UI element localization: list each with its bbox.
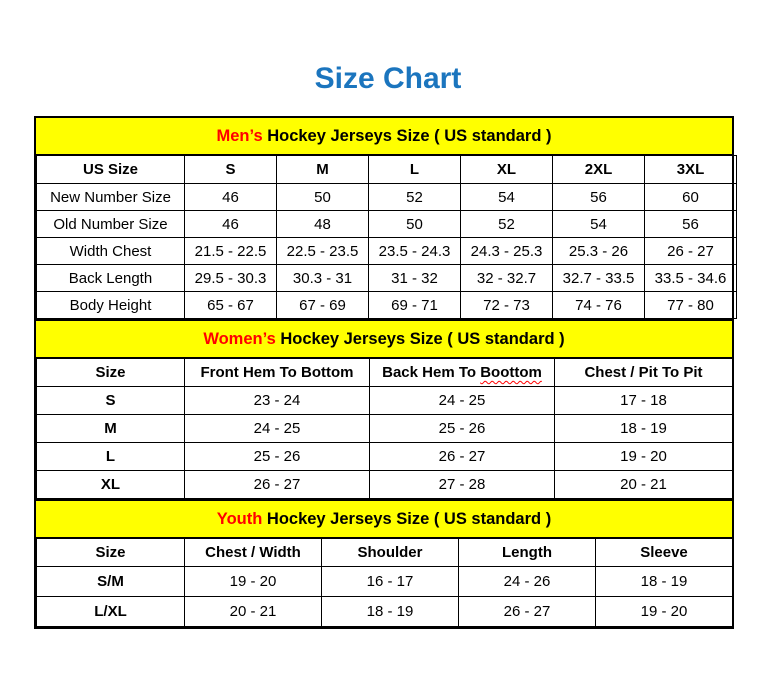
table-row <box>37 292 737 319</box>
table-row <box>37 415 733 443</box>
cell-value: 25 - 26 <box>185 443 370 471</box>
cell-value: 69 - 71 <box>369 292 461 319</box>
section-band-rest-youth: Hockey Jerseys Size ( US standard ) <box>262 510 552 528</box>
column-header: 3XL <box>645 156 737 184</box>
cell-value: 18 - 19 <box>596 567 733 597</box>
table-row <box>37 238 737 265</box>
column-header: Shoulder <box>322 539 459 567</box>
table-row <box>37 597 733 627</box>
cell-value: 26 - 27 <box>459 597 596 627</box>
table-row <box>37 265 737 292</box>
cell-value: 26 - 27 <box>185 471 370 499</box>
row-label: New Number Size <box>37 184 185 211</box>
cell-value: 19 - 20 <box>185 567 322 597</box>
cell-value: 30.3 - 31 <box>277 265 369 292</box>
column-header: L <box>369 156 461 184</box>
cell-value: 20 - 21 <box>555 471 733 499</box>
womens-header-row <box>37 359 733 387</box>
row-label: M <box>37 415 185 443</box>
table-row <box>37 184 737 211</box>
cell-value: 33.5 - 34.6 <box>645 265 737 292</box>
section-band-accent-womens: Women’s <box>203 330 276 348</box>
cell-value: 24 - 26 <box>459 567 596 597</box>
cell-value: 31 - 32 <box>369 265 461 292</box>
cell-value: 19 - 20 <box>596 597 733 627</box>
cell-value: 65 - 67 <box>185 292 277 319</box>
cell-value: 56 <box>553 184 645 211</box>
cell-value: 25 - 26 <box>370 415 555 443</box>
cell-value: 60 <box>645 184 737 211</box>
cell-value: 16 - 17 <box>322 567 459 597</box>
cell-value: 48 <box>277 211 369 238</box>
row-label: Back Length <box>37 265 185 292</box>
cell-value: 32.7 - 33.5 <box>553 265 645 292</box>
table-row <box>37 387 733 415</box>
cell-value: 18 - 19 <box>555 415 733 443</box>
row-label: Width Chest <box>37 238 185 265</box>
row-label: L/XL <box>37 597 185 627</box>
section-band-accent-youth: Youth <box>216 510 263 528</box>
column-header: Chest / Width <box>185 539 322 567</box>
cell-value: 27 - 28 <box>370 471 555 499</box>
cell-value: 46 <box>185 184 277 211</box>
cell-value: 17 - 18 <box>555 387 733 415</box>
column-header: Back Hem To Boottom <box>370 359 555 387</box>
column-header: Front Hem To Bottom <box>185 359 370 387</box>
section-band-womens <box>36 319 732 358</box>
section-band-rest-womens: Hockey Jerseys Size ( US standard ) <box>275 330 565 348</box>
size-chart-table-group <box>34 116 734 629</box>
cell-value: 19 - 20 <box>555 443 733 471</box>
column-header: Size <box>37 539 185 567</box>
row-label: Old Number Size <box>37 211 185 238</box>
cell-value: 54 <box>461 184 553 211</box>
cell-value: 77 - 80 <box>645 292 737 319</box>
cell-value: 24 - 25 <box>185 415 370 443</box>
table-row <box>37 443 733 471</box>
womens-size-table <box>36 358 733 499</box>
cell-value: 21.5 - 22.5 <box>185 238 277 265</box>
cell-value: 24 - 25 <box>370 387 555 415</box>
youth-header-row <box>37 539 733 567</box>
column-header: Sleeve <box>596 539 733 567</box>
cell-value: 50 <box>369 211 461 238</box>
mens-header-row <box>37 156 737 184</box>
section-band-mens <box>36 118 732 155</box>
row-label: L <box>37 443 185 471</box>
cell-value: 56 <box>645 211 737 238</box>
misspelled-word-underline: Boottom <box>480 364 542 381</box>
cell-value: 52 <box>461 211 553 238</box>
mens-size-table <box>36 155 737 319</box>
column-header: Length <box>459 539 596 567</box>
page-title: Size Chart <box>314 62 462 95</box>
cell-value: 18 - 19 <box>322 597 459 627</box>
column-header: US Size <box>37 156 185 184</box>
table-row <box>37 211 737 238</box>
cell-value: 26 - 27 <box>370 443 555 471</box>
column-header: S <box>185 156 277 184</box>
cell-value: 74 - 76 <box>553 292 645 319</box>
table-row <box>37 567 733 597</box>
cell-value: 32 - 32.7 <box>461 265 553 292</box>
column-header: XL <box>461 156 553 184</box>
section-band-youth <box>36 499 732 538</box>
cell-value: 50 <box>277 184 369 211</box>
cell-value: 29.5 - 30.3 <box>185 265 277 292</box>
cell-value: 26 - 27 <box>645 238 737 265</box>
cell-value: 72 - 73 <box>461 292 553 319</box>
cell-value: 24.3 - 25.3 <box>461 238 553 265</box>
cell-value: 20 - 21 <box>185 597 322 627</box>
cell-value: 52 <box>369 184 461 211</box>
row-label: XL <box>37 471 185 499</box>
row-label: S/M <box>37 567 185 597</box>
section-band-accent-mens: Men’s <box>216 127 263 145</box>
table-row <box>37 471 733 499</box>
column-header: M <box>277 156 369 184</box>
column-header: 2XL <box>553 156 645 184</box>
row-label: S <box>37 387 185 415</box>
column-header: Size <box>37 359 185 387</box>
section-band-rest-mens: Hockey Jerseys Size ( US standard ) <box>262 127 552 145</box>
cell-value: 25.3 - 26 <box>553 238 645 265</box>
youth-size-table <box>36 538 733 627</box>
cell-value: 23 - 24 <box>185 387 370 415</box>
cell-value: 23.5 - 24.3 <box>369 238 461 265</box>
cell-value: 54 <box>553 211 645 238</box>
cell-value: 67 - 69 <box>277 292 369 319</box>
row-label: Body Height <box>37 292 185 319</box>
column-header: Chest / Pit To Pit <box>555 359 733 387</box>
cell-value: 46 <box>185 211 277 238</box>
cell-value: 22.5 - 23.5 <box>277 238 369 265</box>
